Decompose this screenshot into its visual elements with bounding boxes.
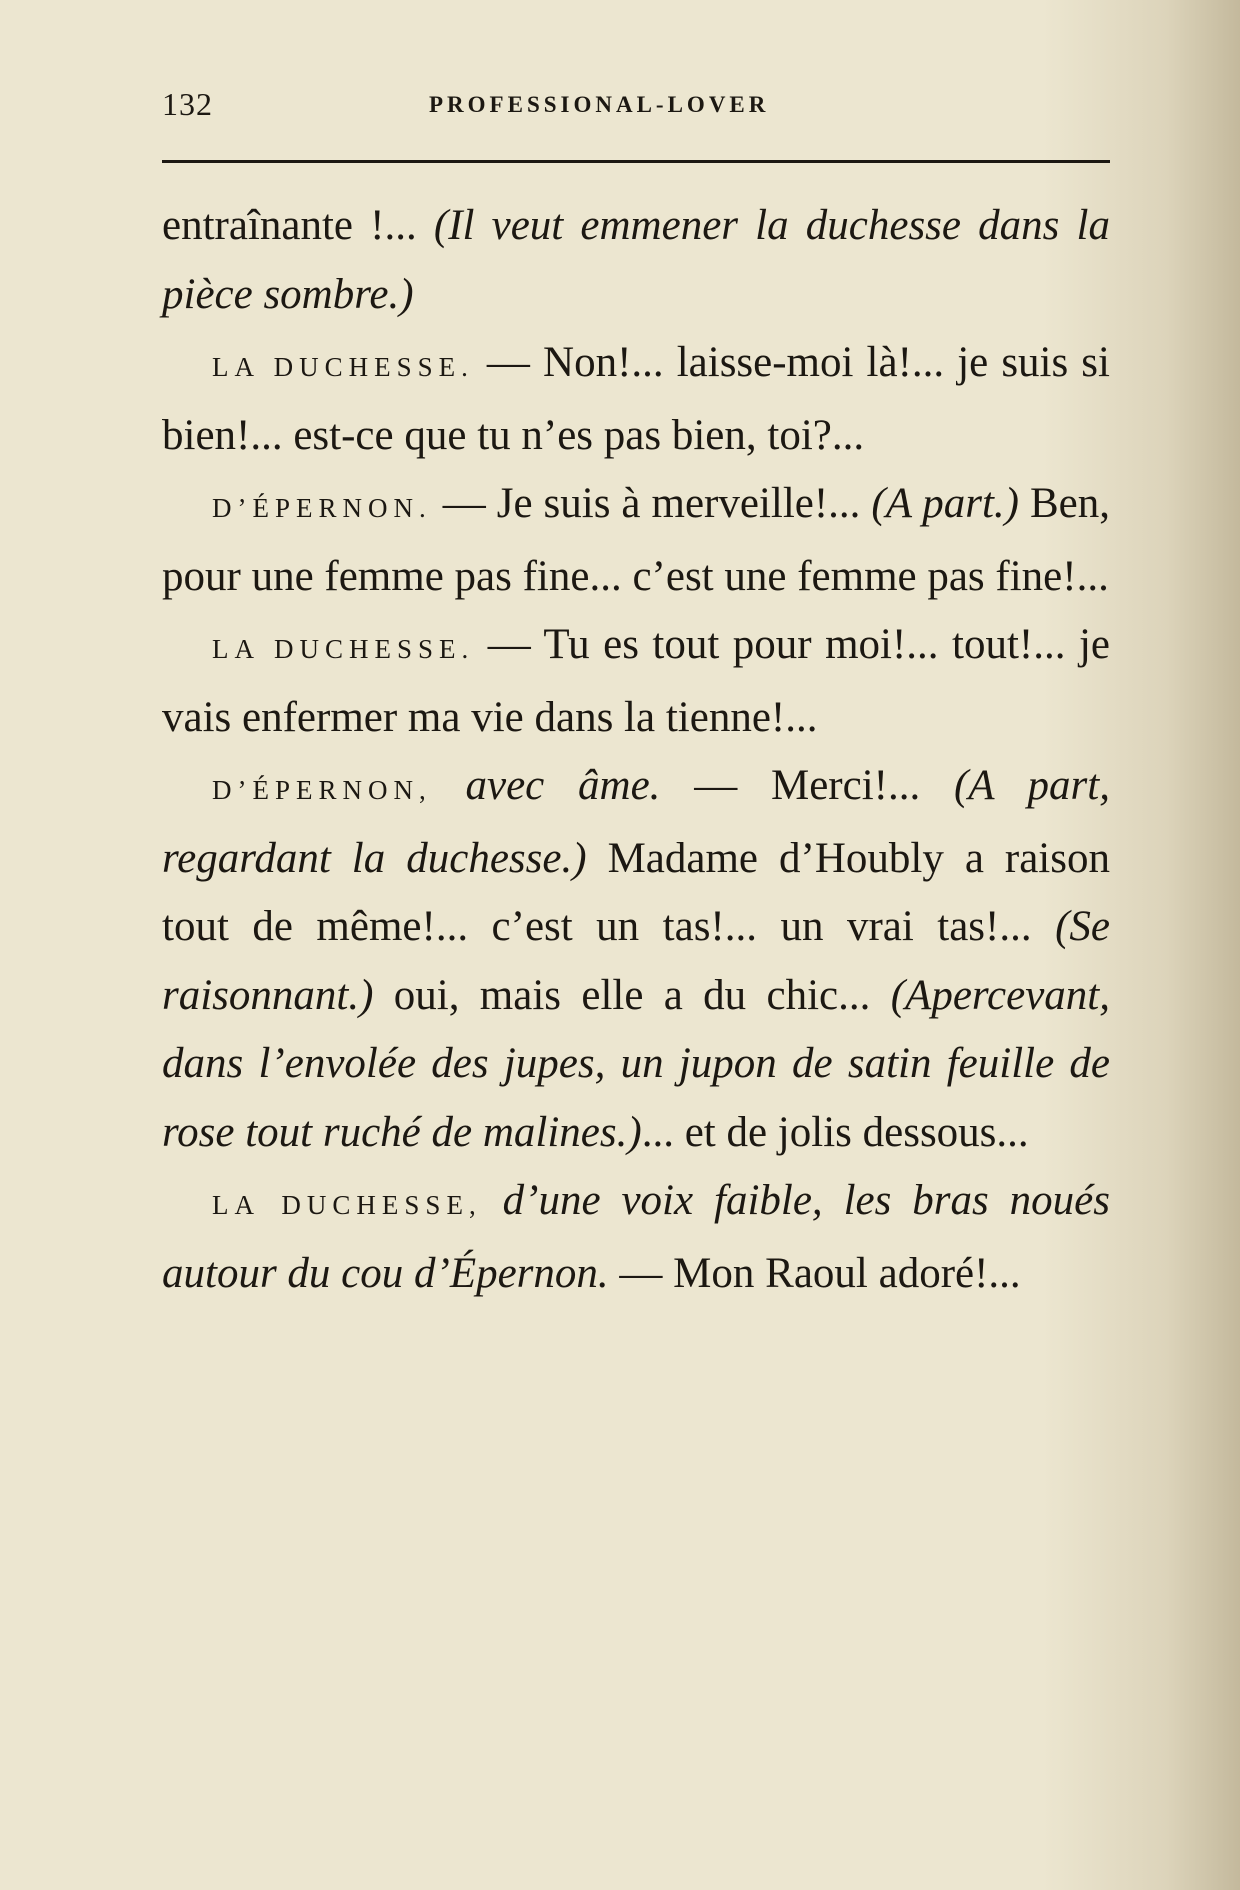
paragraph-stage-direction: [162, 192, 1110, 329]
paragraph-duchesse-2: [162, 611, 1110, 752]
dialogue-text: — Mon Raoul adoré!...: [608, 1249, 1021, 1297]
speaker-name: LA DUCHESSE.: [212, 634, 475, 664]
paragraph-epernon-1: [162, 470, 1110, 611]
stage-direction: (A part, regardant la duchesse.): [162, 762, 1110, 882]
stage-direction: (Apercevant, dans l’envolée des jupes, un jupon de satin feuille de rose tout ruché de malines.): [162, 971, 1110, 1156]
paragraph-duchesse-3: [162, 1167, 1110, 1308]
page-body: [162, 192, 1110, 1308]
page-number: 132: [162, 86, 213, 122]
dialogue-text: Madame d’Houbly a raison tout de même!... c’est un tas!... un vrai tas!...: [162, 834, 1110, 950]
stage-direction: (Il veut emmener la duchesse dans la pièce sombre.): [162, 202, 1110, 318]
stage-direction: avec âme.: [431, 762, 661, 809]
stage-direction: (Se raisonnant.): [162, 903, 1110, 1019]
stage-direction: (A part.): [871, 480, 1019, 527]
speaker-name: D’ÉPERNON.: [212, 493, 432, 523]
header-rule: [162, 160, 1110, 163]
dialogue-text: entraînante !...: [162, 202, 434, 249]
dialogue-text: — Merci!...: [660, 762, 954, 809]
dialogue-text: — Tu es tout pour moi!... tout!... je vais enfermer ma vie dans la tienne!...: [162, 621, 1110, 741]
dialogue-text: — Non!... laisse-moi là!... je suis si bien!... est-ce que tu n’es pas bien, toi?...: [162, 339, 1110, 459]
dialogue-text: — Je suis à merveille!...: [431, 480, 872, 527]
running-title: PROFESSIONAL-LOVER: [429, 92, 770, 117]
dialogue-text: Ben, pour une femme pas fine... c’est une femme pas fine!...: [162, 480, 1110, 600]
page-header: [162, 80, 1112, 130]
stage-direction: d’une voix faible, les bras noués autour du cou d’Épernon.: [162, 1177, 1110, 1297]
dialogue-text: oui, mais elle a du chic...: [373, 971, 891, 1019]
paragraph-epernon-2: [162, 752, 1110, 1167]
speaker-name: D’ÉPERNON,: [212, 775, 432, 805]
speaker-name: LA DUCHESSE.: [212, 352, 474, 382]
dialogue-text: ... et de jolis dessous...: [641, 1108, 1029, 1156]
paragraph-duchesse-1: [162, 329, 1110, 470]
speaker-name: LA DUCHESSE,: [212, 1190, 482, 1220]
